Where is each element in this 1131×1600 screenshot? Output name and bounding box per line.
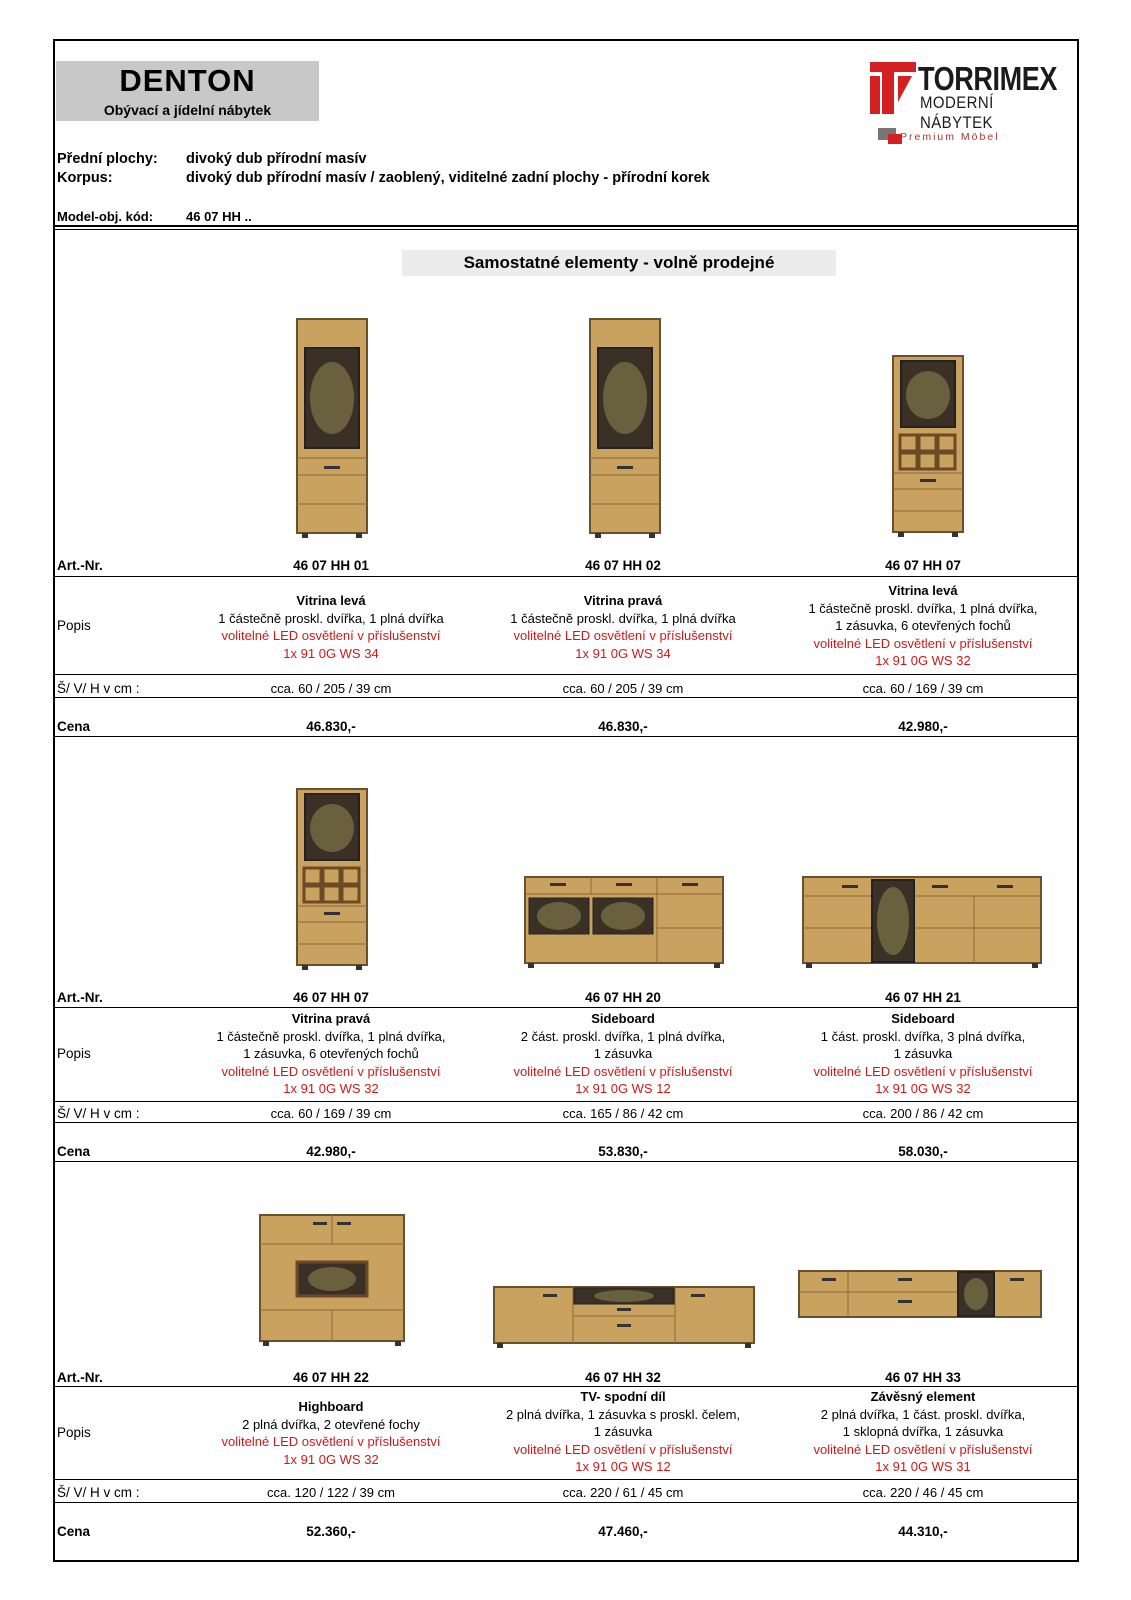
item-name: Vitrina levá xyxy=(888,583,958,598)
art-number: 46 07 HH 07 xyxy=(885,558,961,573)
body-label: Korpus: xyxy=(57,170,113,186)
item-led-code: 1x 91 0G WS 32 xyxy=(283,1081,379,1096)
divider xyxy=(55,674,1077,675)
item-led-code: 1x 91 0G WS 32 xyxy=(875,1081,971,1096)
item-dims: cca. 60 / 169 / 39 cm xyxy=(270,1106,392,1121)
item-price: 44.310,- xyxy=(898,1524,948,1539)
product-image-hh07-right xyxy=(296,788,368,972)
item-description xyxy=(778,1010,1068,1098)
front-label: Přední plochy: xyxy=(57,151,158,167)
page-subtitle: Obývací a jídelní nábytek xyxy=(103,102,272,118)
item-detail: 2 plná dvířka, 2 otevřené fochy xyxy=(242,1416,420,1432)
item-led: volitelné LED osvětlení v příslušenství xyxy=(813,1063,1033,1079)
item-led-code: 1x 91 0G WS 12 xyxy=(575,1459,671,1474)
item-dims: cca. 60 / 205 / 39 cm xyxy=(562,681,684,696)
art-number: 46 07 HH 21 xyxy=(885,990,961,1005)
price-label: Cena xyxy=(57,1144,91,1159)
divider xyxy=(55,1386,1077,1387)
item-dims: cca. 165 / 86 / 42 cm xyxy=(562,1106,684,1121)
item-description xyxy=(186,1010,476,1098)
premium-label: Premium Möbel xyxy=(900,131,1000,143)
divider xyxy=(55,1122,1077,1123)
art-number: 46 07 HH 02 xyxy=(585,558,661,573)
divider xyxy=(55,225,1077,227)
item-name: Sideboard xyxy=(891,1011,955,1026)
torrimex-logo xyxy=(870,60,1070,155)
divider xyxy=(55,697,1077,698)
item-name: Highboard xyxy=(298,1399,364,1414)
product-image-hh02 xyxy=(589,318,661,540)
item-dims: cca. 220 / 46 / 45 cm xyxy=(862,1485,984,1500)
item-description xyxy=(778,1388,1068,1476)
art-number: 46 07 HH 20 xyxy=(585,990,661,1005)
desc-label: Popis xyxy=(57,1425,91,1440)
item-price: 46.830,- xyxy=(598,719,648,734)
item-detail: 1 sklopná dvířka, 1 zásuvka xyxy=(842,1424,1004,1439)
model-value: 46 07 HH .. xyxy=(186,209,252,224)
item-led: volitelné LED osvětlení v příslušenství xyxy=(513,1441,733,1457)
item-detail: 1 částečně proskl. dvířka, 1 plná dvířka, xyxy=(216,1028,446,1044)
item-detail: 2 plná dvířka, 1 zásuvka s proskl. čelem, xyxy=(505,1406,741,1422)
item-description xyxy=(478,1388,768,1476)
item-name: TV- spodní díl xyxy=(580,1389,666,1404)
dims-label: Š/ V/ H v cm : xyxy=(57,681,140,696)
art-number: 46 07 HH 33 xyxy=(885,1370,961,1385)
art-label: Art.-Nr. xyxy=(57,558,103,573)
item-name: Závěsný element xyxy=(870,1389,976,1404)
item-led: volitelné LED osvětlení v příslušenství xyxy=(513,1063,733,1079)
item-description xyxy=(778,582,1068,670)
item-detail: 1 část. proskl. dvířka, 3 plná dvířka, xyxy=(820,1028,1026,1044)
desc-label: Popis xyxy=(57,618,91,633)
divider xyxy=(55,229,1077,230)
item-led-code: 1x 91 0G WS 34 xyxy=(283,645,379,661)
item-detail: 1 zásuvka, 6 otevřených fochů xyxy=(835,618,1011,633)
item-detail: 2 část. proskl. dvířka, 1 plná dvířka, xyxy=(520,1028,726,1044)
item-dims: cca. 60 / 169 / 39 cm xyxy=(862,681,984,696)
item-dims: cca. 220 / 61 / 45 cm xyxy=(562,1485,684,1500)
item-price: 58.030,- xyxy=(898,1144,948,1159)
item-led: volitelné LED osvětlení v příslušenství xyxy=(813,1441,1033,1457)
divider xyxy=(55,1161,1077,1162)
art-number: 46 07 HH 07 xyxy=(293,990,369,1005)
item-name: Sideboard xyxy=(591,1011,655,1026)
product-image-hh22 xyxy=(259,1214,405,1348)
front-value: divoký dub přírodní masív xyxy=(186,151,367,167)
product-image-hh07-left xyxy=(892,355,964,539)
product-image-hh21 xyxy=(802,876,1042,970)
item-price: 47.460,- xyxy=(598,1524,648,1539)
title-block xyxy=(56,61,319,121)
product-image-hh33 xyxy=(798,1270,1042,1320)
item-led-code: 1x 91 0G WS 34 xyxy=(575,645,671,661)
model-label: Model-obj. kód: xyxy=(57,209,154,224)
item-detail: 1 zásuvka xyxy=(893,1046,953,1061)
divider xyxy=(55,1101,1077,1102)
divider xyxy=(55,736,1077,737)
item-led: volitelné LED osvětlení v příslušenství xyxy=(221,1063,441,1079)
item-price: 53.830,- xyxy=(598,1144,648,1159)
section-title: Samostatné elementy - volně prodejné xyxy=(402,250,836,276)
art-number: 46 07 HH 01 xyxy=(293,558,369,573)
item-led: volitelné LED osvětlení v příslušenství xyxy=(513,628,733,643)
item-detail: 1 částečně proskl. dvířka, 1 plná dvířka xyxy=(510,610,736,626)
item-description xyxy=(478,592,768,662)
price-label: Cena xyxy=(57,1524,91,1539)
item-price: 42.980,- xyxy=(306,1144,356,1159)
art-label: Art.-Nr. xyxy=(57,990,103,1005)
item-description xyxy=(186,1398,476,1468)
art-number: 46 07 HH 32 xyxy=(585,1370,661,1385)
art-number: 46 07 HH 22 xyxy=(293,1370,369,1385)
item-dims: cca. 200 / 86 / 42 cm xyxy=(862,1106,984,1121)
item-led: volitelné LED osvětlení v příslušenství xyxy=(221,1434,441,1449)
item-price: 46.830,- xyxy=(306,719,356,734)
desc-label: Popis xyxy=(57,1046,91,1061)
dims-label: Š/ V/ H v cm : xyxy=(57,1485,140,1500)
item-detail: 1 částečně proskl. dvířka, 1 plná dvířka, xyxy=(808,600,1038,616)
item-led-code: 1x 91 0G WS 32 xyxy=(875,653,971,668)
item-led-code: 1x 91 0G WS 31 xyxy=(875,1459,971,1474)
logo-name: TORRIMEX xyxy=(918,60,1058,97)
item-price: 52.360,- xyxy=(306,1524,356,1539)
item-name: Vitrina pravá xyxy=(583,593,663,608)
divider xyxy=(55,1007,1077,1008)
body-value: divoký dub přírodní masív / zaoblený, viditelné zadní plochy - přírodní korek xyxy=(186,170,710,186)
torrimex-logo-icon xyxy=(870,62,916,114)
dims-label: Š/ V/ H v cm : xyxy=(57,1106,140,1121)
product-image-hh20 xyxy=(524,876,724,970)
item-name: Vitrina pravá xyxy=(291,1011,371,1026)
item-dims: cca. 120 / 122 / 39 cm xyxy=(267,1485,395,1500)
item-dims: cca. 60 / 205 / 39 cm xyxy=(270,681,392,696)
item-price: 42.980,- xyxy=(898,719,948,734)
item-description xyxy=(478,1010,768,1098)
price-label: Cena xyxy=(57,719,91,734)
divider xyxy=(55,1502,1077,1503)
logo-tagline: MODERNÍ NÁBYTEK xyxy=(920,93,994,132)
item-led-code: 1x 91 0G WS 32 xyxy=(283,1451,379,1467)
divider xyxy=(55,576,1077,577)
item-led: volitelné LED osvětlení v příslušenství xyxy=(813,635,1033,651)
page-title: DENTON xyxy=(119,63,256,98)
item-led: volitelné LED osvětlení v příslušenství xyxy=(221,628,441,643)
item-detail: 1 částečně proskl. dvířka, 1 plná dvířka xyxy=(218,610,444,626)
art-label: Art.-Nr. xyxy=(57,1370,103,1385)
product-image-hh01 xyxy=(296,318,368,540)
item-name: Vitrina levá xyxy=(296,593,366,608)
divider xyxy=(55,1479,1077,1480)
item-detail: 2 plná dvířka, 1 část. proskl. dvířka, xyxy=(820,1406,1026,1422)
product-image-hh32 xyxy=(493,1286,755,1350)
item-detail: 1 zásuvka xyxy=(593,1424,653,1439)
item-detail: 1 zásuvka, 6 otevřených fochů xyxy=(243,1046,419,1061)
item-detail: 1 zásuvka xyxy=(593,1046,653,1061)
item-description xyxy=(186,592,476,662)
item-led-code: 1x 91 0G WS 12 xyxy=(575,1081,671,1096)
